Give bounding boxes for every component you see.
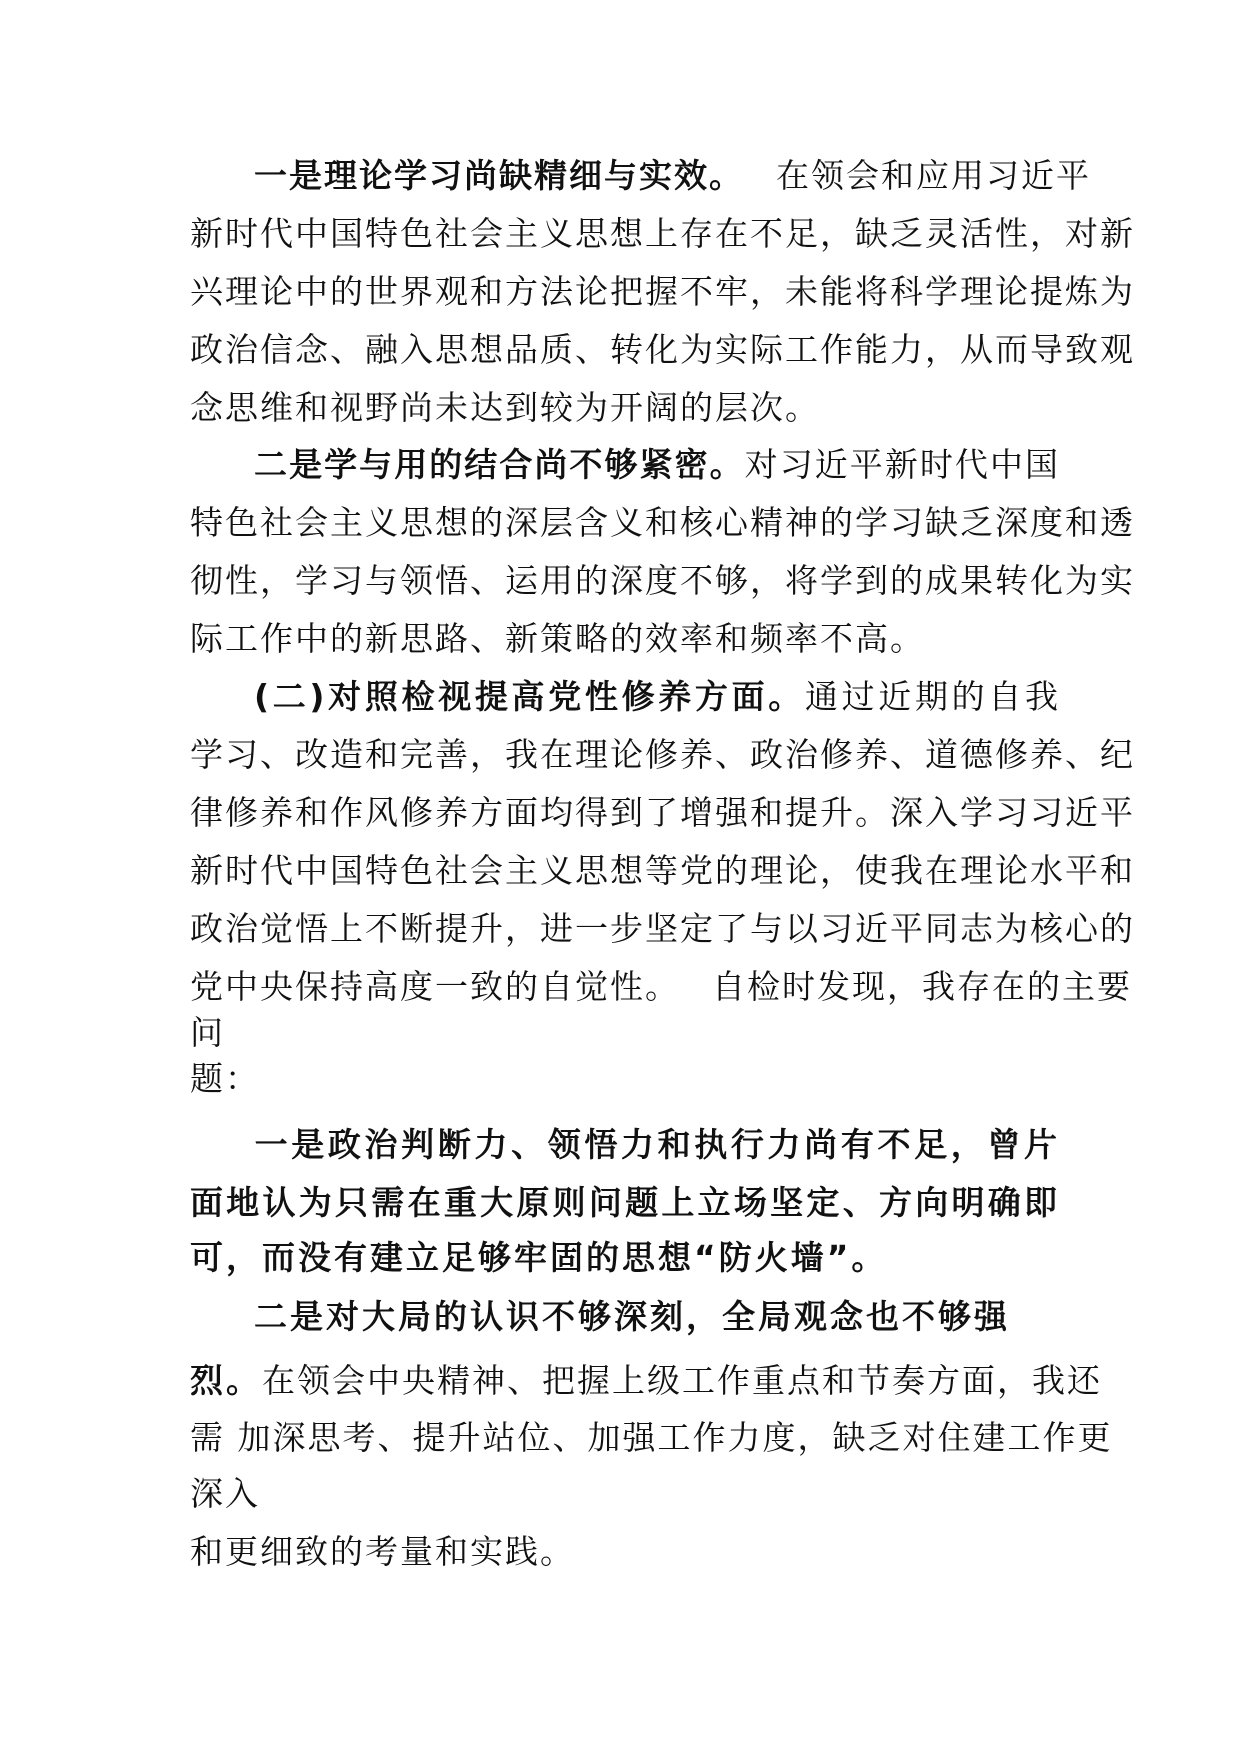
paragraph-1-line-5: 念思维和视野尚未达到较为开阔的层次。 xyxy=(190,388,820,427)
paragraph-5-line-3: 需 加深思考、提升站位、加强工作力度，缺乏对住建工作更 xyxy=(190,1418,1113,1457)
paragraph-5-text: 在领会中央精神、把握上级工作重点和节奏方面，我还 xyxy=(262,1361,1102,1400)
paragraph-5-line-2 xyxy=(190,1356,1102,1406)
paragraph-5-line-5: 和更细致的考量和实践。 xyxy=(190,1532,575,1571)
paragraph-3-line-2: 学习、改造和完善，我在理论修养、政治修养、道德修养、纪 xyxy=(190,735,1135,774)
paragraph-2-line-1 xyxy=(190,440,1060,490)
paragraph-4-line-2: 面地认为只需在重大原则问题上立场坚定、方向明确即 xyxy=(190,1183,1060,1222)
paragraph-1-text: 在领会和应用习近平 xyxy=(776,156,1091,195)
paragraph-5-line-4: 深入 xyxy=(190,1474,260,1513)
paragraph-2-text: 对习近平新时代中国 xyxy=(744,445,1061,484)
paragraph-2-lead: 二是学与用的结合尚不够紧密。 xyxy=(254,445,745,484)
paragraph-4-line-3: 可，而没有建立足够牢固的思想“防火墙”。 xyxy=(190,1238,888,1277)
paragraph-3-line-6-a: 党中央保持高度一致的自觉性。 xyxy=(190,967,680,1006)
paragraph-1-line-2: 新时代中国特色社会主义思想上存在不足，缺乏灵活性，对新 xyxy=(190,214,1135,253)
paragraph-3-text: 通过近期的自我 xyxy=(804,677,1060,716)
section-heading: (二)对照检视提高党性修养方面。 xyxy=(254,677,805,716)
paragraph-3-line-6-b: 自检时发现，我存在的主要 xyxy=(712,967,1132,1006)
paragraph-3-line-4: 新时代中国特色社会主义思想等党的理论，使我在理论水平和 xyxy=(190,851,1135,890)
paragraph-3-line-1 xyxy=(190,672,1060,722)
paragraph-5-line-1 xyxy=(190,1292,1060,1342)
paragraph-3-line-3: 律修养和作风修养方面均得到了增强和提升。深入学习习近平 xyxy=(190,793,1135,832)
paragraph-1-line-4: 政治信念、融入思想品质、转化为实际工作能力，从而导致观 xyxy=(190,330,1135,369)
paragraph-4-text: 一是政治判断力、领悟力和执行力尚有不足，曾片 xyxy=(254,1125,1060,1164)
paragraph-1-line-3: 兴理论中的世界观和方法论把握不牢，未能将科学理论提炼为 xyxy=(190,272,1135,311)
paragraph-5-lead: 烈。 xyxy=(190,1361,262,1400)
paragraph-2-line-2: 特色社会主义思想的深层含义和核心精神的学习缺乏深度和透 xyxy=(190,503,1135,542)
paragraph-3-line-5: 政治觉悟上不断提升，进一步坚定了与以习近平同志为核心的 xyxy=(190,909,1135,948)
paragraph-3-line-8: 题： xyxy=(190,1059,260,1098)
paragraph-1-line-1 xyxy=(190,151,1091,201)
paragraph-4-line-1 xyxy=(190,1120,1060,1170)
paragraph-5-heading: 二是对大局的认识不够深刻，全局观念也不够强 xyxy=(254,1297,1010,1336)
paragraph-3-line-7: 问 xyxy=(190,1013,225,1052)
paragraph-1-lead: 一是理论学习尚缺精细与实效。 xyxy=(254,156,744,195)
paragraph-2-line-4: 际工作中的新思路、新策略的效率和频率不高。 xyxy=(190,619,925,658)
paragraph-2-line-3: 彻性，学习与领悟、运用的深度不够，将学到的成果转化为实 xyxy=(190,561,1135,600)
paragraph-3-line-6 xyxy=(190,962,1132,1012)
